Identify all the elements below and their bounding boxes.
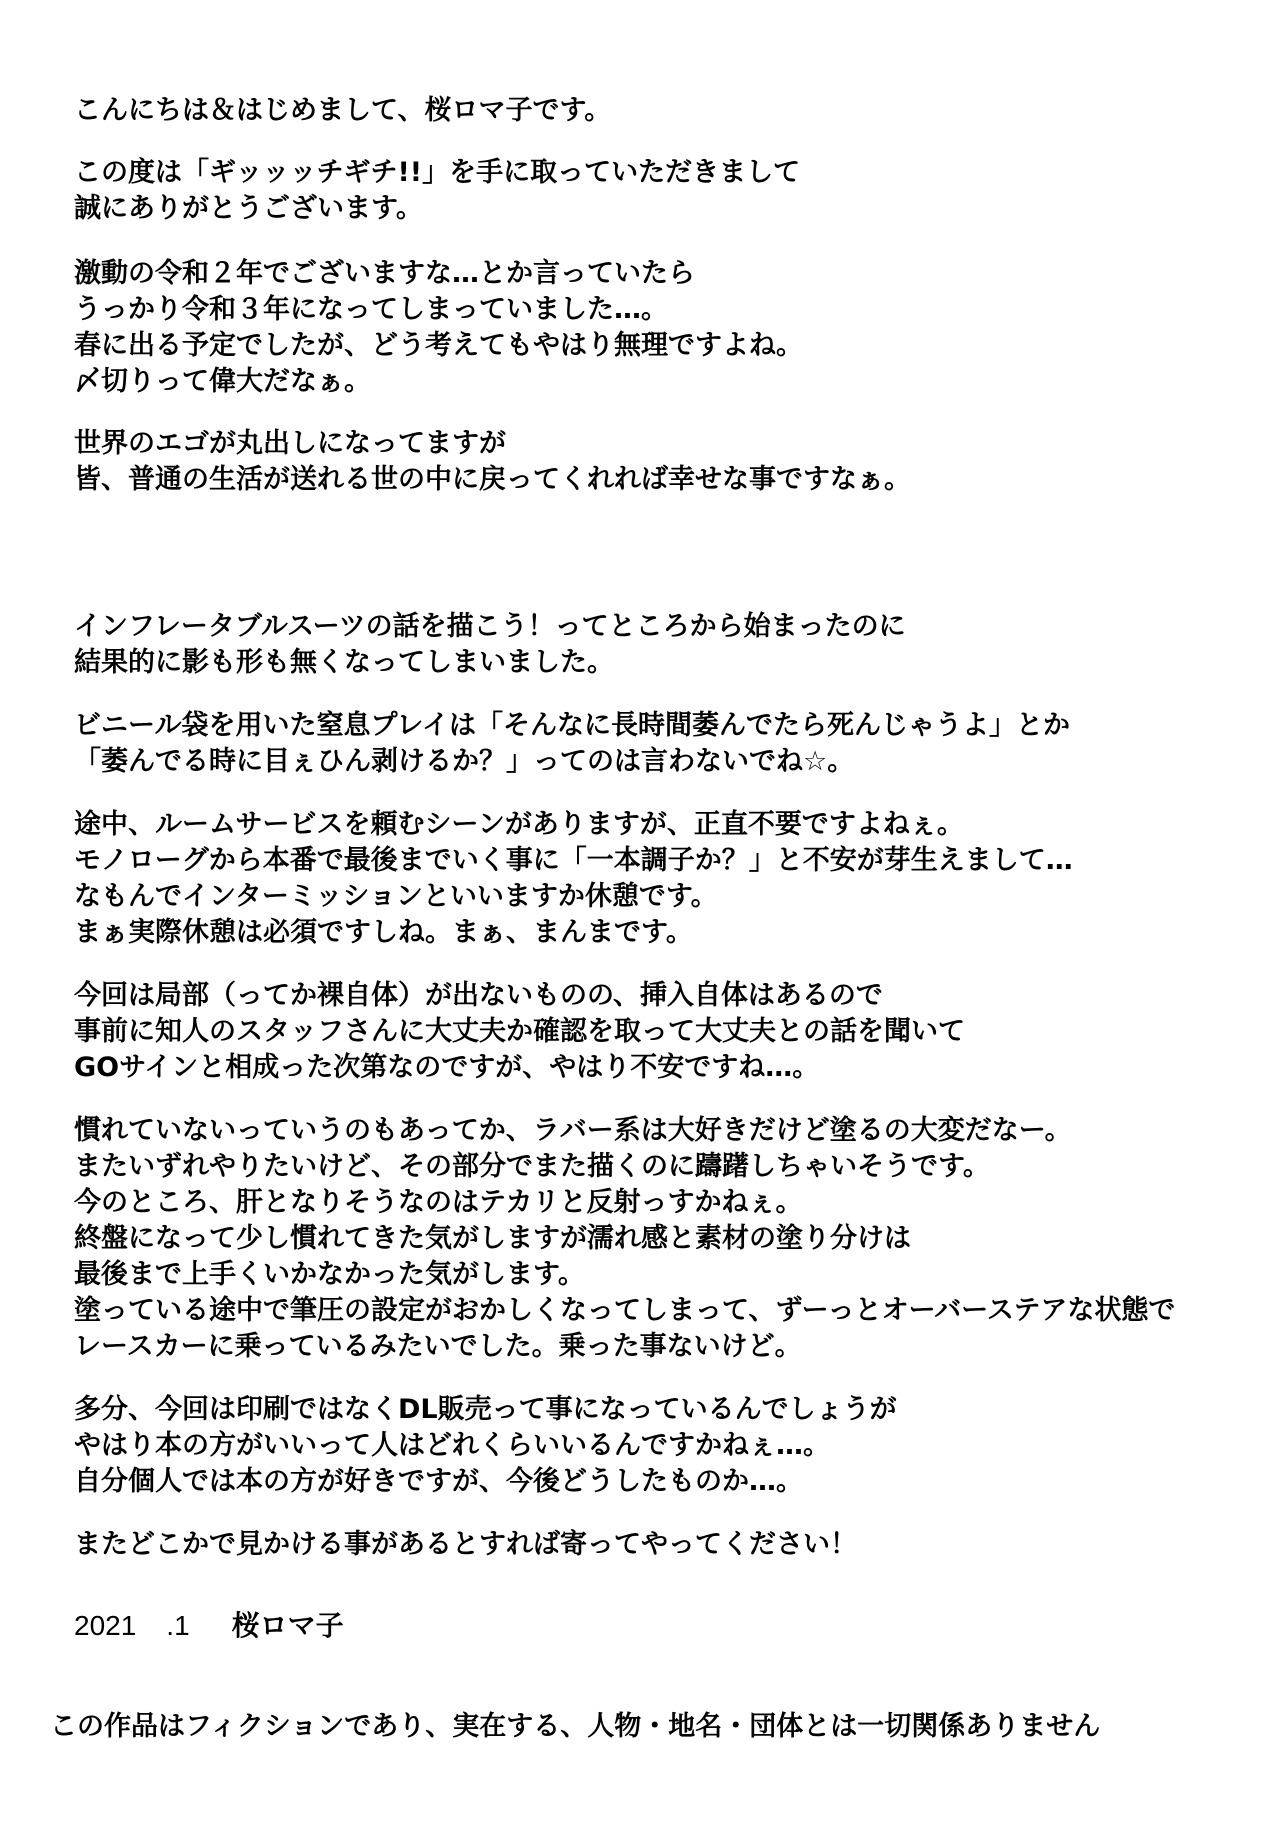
- afterword-line: この度は「ギッッッチギチ!!」を手に取っていただきまして: [74, 157, 801, 188]
- afterword-line: GOサインと相成った次第なのですが、やはり不安ですね…。: [74, 1052, 820, 1083]
- afterword-line: うっかり令和３年になってしまっていました…。: [74, 294, 668, 325]
- afterword-line: 結果的に影も形も無くなってしまいました。: [74, 647, 614, 678]
- afterword-line: またいずれやりたいけど、その部分でまた描くのに躊躇しちゃいそうです。: [74, 1151, 990, 1182]
- afterword-line: 今回は局部（ってか裸自体）が出ないものの、挿入自体はあるので: [74, 980, 883, 1011]
- afterword-line: 途中、ルームサービスを頼むシーンがありますが、正直不要ですよねぇ。: [74, 809, 964, 840]
- afterword-line: インフレータブルスーツの話を描こう！ってところから始まったのに: [74, 611, 906, 642]
- signature-month: .1: [166, 1610, 190, 1641]
- afterword-line: 誠にありがとうございます。: [74, 193, 423, 224]
- afterword-line: 自分個人では本の方が好きですが、今後どうしたものか…。: [74, 1466, 803, 1497]
- afterword-line: ビニール袋を用いた窒息プレイは「そんなに長時間萎んでたら死んじゃうよ」とか: [74, 710, 1071, 741]
- afterword-line: 事前に知人のスタッフさんに大丈夫か確認を取って大丈夫との話を聞いて: [74, 1016, 965, 1047]
- fiction-disclaimer: この作品はフィクションであり、実在する、人物・地名・団体とは一切関係ありません: [50, 1711, 1101, 1742]
- afterword-line: 春に出る予定でしたが、どう考えてもやはり無理ですよね。: [74, 330, 803, 361]
- afterword-line: 〆切りって偉大だなぁ。: [74, 366, 371, 397]
- afterword-line: 最後まで上手くいかなかった気がします。: [74, 1259, 585, 1290]
- afterword-line: 多分、今回は印刷ではなくDL販売って事になっているんでしょうが: [74, 1394, 897, 1425]
- afterword-line: なもんでインターミッションといいますか休憩です。: [74, 881, 718, 912]
- afterword-line: 世界のエゴが丸出しになってますが: [74, 428, 506, 459]
- afterword-line: またどこかで見かける事があるとすれば寄ってやってください！: [74, 1529, 857, 1560]
- afterword-line: 「萎んでる時に目ぇひん剥けるか？」ってのは言わないでね☆。: [74, 746, 855, 777]
- afterword-line: やはり本の方がいいって人はどれくらいいるんですかねぇ…。: [74, 1430, 830, 1461]
- afterword-line: 激動の令和２年でございますな…とか言っていたら: [74, 258, 695, 289]
- afterword-line: 慣れていないっていうのもあってか、ラバー系は大好きだけど塗るの大変だなー。: [74, 1115, 1072, 1146]
- afterword-line: 皆、普通の生活が送れる世の中に戻ってくれれば幸せな事ですなぁ。: [74, 464, 911, 495]
- afterword-line: まぁ実際休憩は必須ですしね。まぁ、まんまです。: [74, 917, 693, 948]
- afterword-line: こんにちは＆はじめまして、桜ロマ子です。: [74, 95, 612, 126]
- signature-author: 桜ロマ子: [231, 1609, 344, 1642]
- signature: [74, 1608, 344, 1644]
- afterword-line: 終盤になって少し慣れてきた気がしますが濡れ感と素材の塗り分けは: [74, 1223, 911, 1254]
- afterword-line: モノローグから本番で最後までいく事に「一本調子か？」と不安が芽生えまして…: [74, 845, 1073, 876]
- signature-year: 2021: [74, 1610, 137, 1641]
- afterword-line: レースカーに乗っているみたいでした。乗った事ないけど。: [74, 1331, 802, 1362]
- afterword-line: 今のところ、肝となりそうなのはテカリと反射っすかねぇ。: [74, 1187, 803, 1218]
- afterword-line: 塗っている途中で筆圧の設定がおかしくなってしまって、ずーっとオーバーステアな状態で: [74, 1295, 1176, 1326]
